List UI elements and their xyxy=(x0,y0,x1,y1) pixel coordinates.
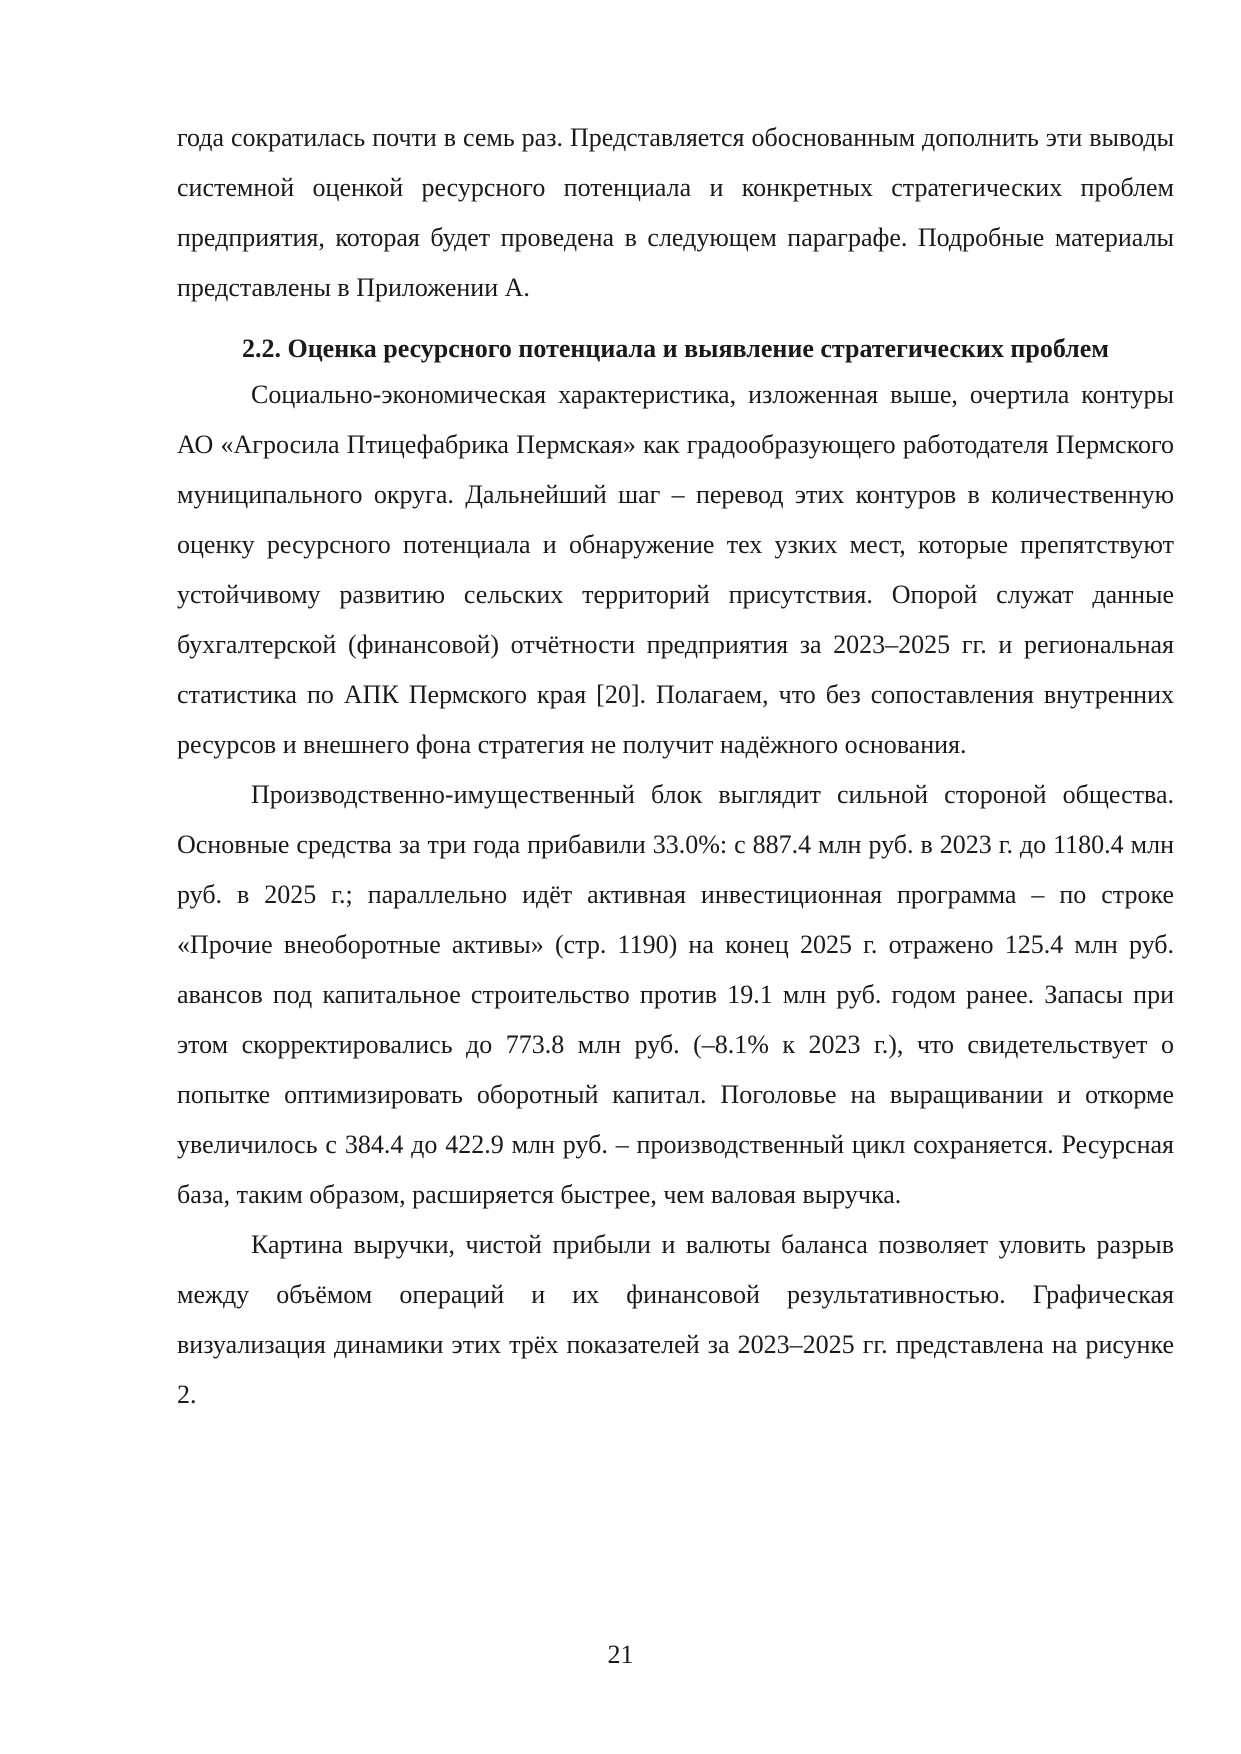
text-body xyxy=(177,113,1174,1420)
page-number: 21 xyxy=(607,1640,634,1669)
paragraph-1: Социально-экономическая характеристика, изложенная выше, очертила контуры АО «Агросила Птицефабрика Пермская» как градообразующего работодателя Пермского муниципального округа. Дальнейший шаг – перевод этих контуров в количественную оценку ресурсного потенциала и обнаружение тех узких мест, которые препятствуют устойчивому развитию сельских территорий присутствия. Опорой служат данные бухгалтерской (финансовой) отчётности предприятия за 2023–2025 гг. и региональная статистика по АПК Пермского края [20]. Полагаем, что без сопоставления внутренних ресурсов и внешнего фона стратегия не получит надёжного основания. xyxy=(177,380,1174,759)
paragraph-3: Картина выручки, чистой прибыли и валюты баланса позволяет уловить разрыв между объёмом операций и их финансовой результативностью. Графическая визуализация динамики этих трёх показателей за 2023–2025 гг. представлена на рисунке 2. xyxy=(177,1230,1174,1409)
paragraph-2: Производственно-имущественный блок выглядит сильной стороной общества. Основные средства за три года прибавили 33.0%: с 887.4 млн руб. в 2023 г. до 1180.4 млн руб. в 2025 г.; параллельно идёт активная инвестиционная программа – по строке «Прочие внеоборотные активы» (стр. 1190) на конец 2025 г. отражено 125.4 млн руб. авансов под капитальное строительство против 19.1 млн руб. годом ранее. Запасы при этом скорректировались до 773.8 млн руб. (–8.1% к 2023 г.), что свидетельствует о попытке оптимизировать оборотный капитал. Поголовье на выращивании и откорме увеличилось с 384.4 до 422.9 млн руб. – производственный цикл сохраняется. Ресурсная база, таким образом, расширяется быстрее, чем валовая выручка. xyxy=(177,780,1174,1209)
section-heading: 2.2. Оценка ресурсного потенциала и выявление стратегических проблем xyxy=(241,334,1110,363)
paragraph-continuation: года сократилась почти в семь раз. Представляется обоснованным дополнить эти выводы системной оценкой ресурсного потенциала и конкретных стратегических проблем предприятия, которая будет проведена в следующем параграфе. Подробные материалы представлены в Приложении А. xyxy=(177,123,1174,302)
